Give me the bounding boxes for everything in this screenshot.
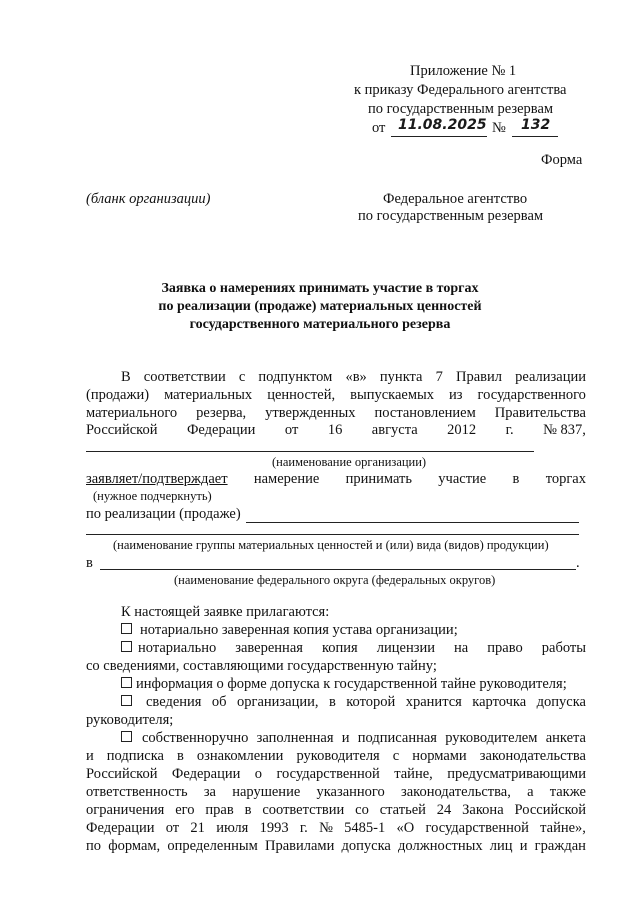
appendix-number-prefix: № [492,120,506,136]
attachment-item-5-line-6: Федерации от 21 июля 1993 г. № 5485-1 «О государственной тайне», [86,820,586,836]
intro-line-3: материального резерва, утвержденных постановлением Правительства [86,405,586,421]
period-mark: . [576,555,580,571]
attachment-item-5-line-1: собственноручно заполненная и подписанная руководителем анкета [142,730,586,746]
attachment-item-4-checkbox[interactable] [121,694,140,711]
attachment-item-3: информация о форме допуска к государственной тайне руководителя; [121,676,567,693]
attachment-item-5-checkbox[interactable] [121,730,140,747]
in-label: в [86,555,93,571]
underline-hint: (нужное подчеркнуть) [93,489,212,503]
date-underline [391,136,487,137]
intro-line-2: (продажи) материальных ценностей, выпускаемых из государственного [86,387,586,403]
appendix-date: 11.08.2025 [398,117,487,133]
intro-line-4: Российской Федерации от 16 августа 2012 г. № 837, [86,422,586,438]
sale-field[interactable] [246,522,579,523]
attachment-item-5-line-3: Российской Федерации о государственной тайне, предусматривающими [86,766,586,782]
intro-line-1: В соответствии с подпунктом «в» пункта 7 Правил реализации [121,369,586,385]
sale-label: по реализации (продаже) [86,506,241,522]
attachment-item-5-line-4: ответственность за нарушение указанного законодательства, а также [86,784,586,800]
document-title-line-1: Заявка о намерениях принимать участие в торгах [161,281,479,296]
appendix-number: 132 [521,117,551,133]
attachment-item-2-line-1: нотариально заверенная копия лицензии на право работы [138,640,586,656]
federal-district-caption: (наименование федерального округа (федеральных округов) [174,573,496,587]
document-title-line-3: государственного материального резерва [189,317,451,332]
number-underline [512,136,558,137]
federal-district-field[interactable] [100,569,576,570]
goods-group-caption: (наименование группы материальных ценностей и (или) вида (видов) продукции) [113,538,549,552]
attachment-item-5-line-2: и подписка в ознакомлении руководителя с нормами законодательства [86,748,586,764]
attachment-item-2-line-2: со сведениями, составляющими государственную тайну; [86,658,437,674]
appendix-line-3: по государственным резервам [368,101,554,117]
appendix-from-prefix: от [372,120,386,136]
attachment-item-4-line-2: руководителя; [86,712,174,728]
addressee-line-2: по государственным резервам [358,208,544,224]
attachment-item-1: нотариально заверенная копия устава организации; [121,622,458,639]
checkbox[interactable] [121,623,132,634]
form-label: Форма [541,152,583,168]
attachment-item-5-line-7: по формам, определенным Правилами допуска должностных лиц и граждан [86,838,586,854]
checkbox[interactable] [121,641,132,652]
organization-name-caption: (наименование организации) [272,455,427,469]
document-title-line-2: по реализации (продаже) материальных ценностей [158,299,482,314]
addressee-line-1: Федеральное агентство [383,191,528,207]
goods-group-field[interactable] [86,534,579,535]
attachment-item-4-line-1: сведения об организации, в которой хранится карточка допуска [146,694,586,710]
attachment-item-5-line-5: ограничения его прав в соответствии со статьей 24 Закона Российской [86,802,586,818]
checkbox[interactable] [121,731,132,742]
declaration-line: заявляет/подтверждает намерение принимать участие в торгах [86,471,586,487]
appendix-title: Приложение № 1 [410,63,517,79]
organization-blank: (бланк организации) [86,191,211,207]
attachments-heading: К настоящей заявке прилагаются: [121,604,330,620]
appendix-line-2: к приказу Федерального агентства [354,82,567,98]
checkbox[interactable] [121,695,132,706]
organization-name-field[interactable] [86,451,534,452]
checkbox[interactable] [121,677,132,688]
